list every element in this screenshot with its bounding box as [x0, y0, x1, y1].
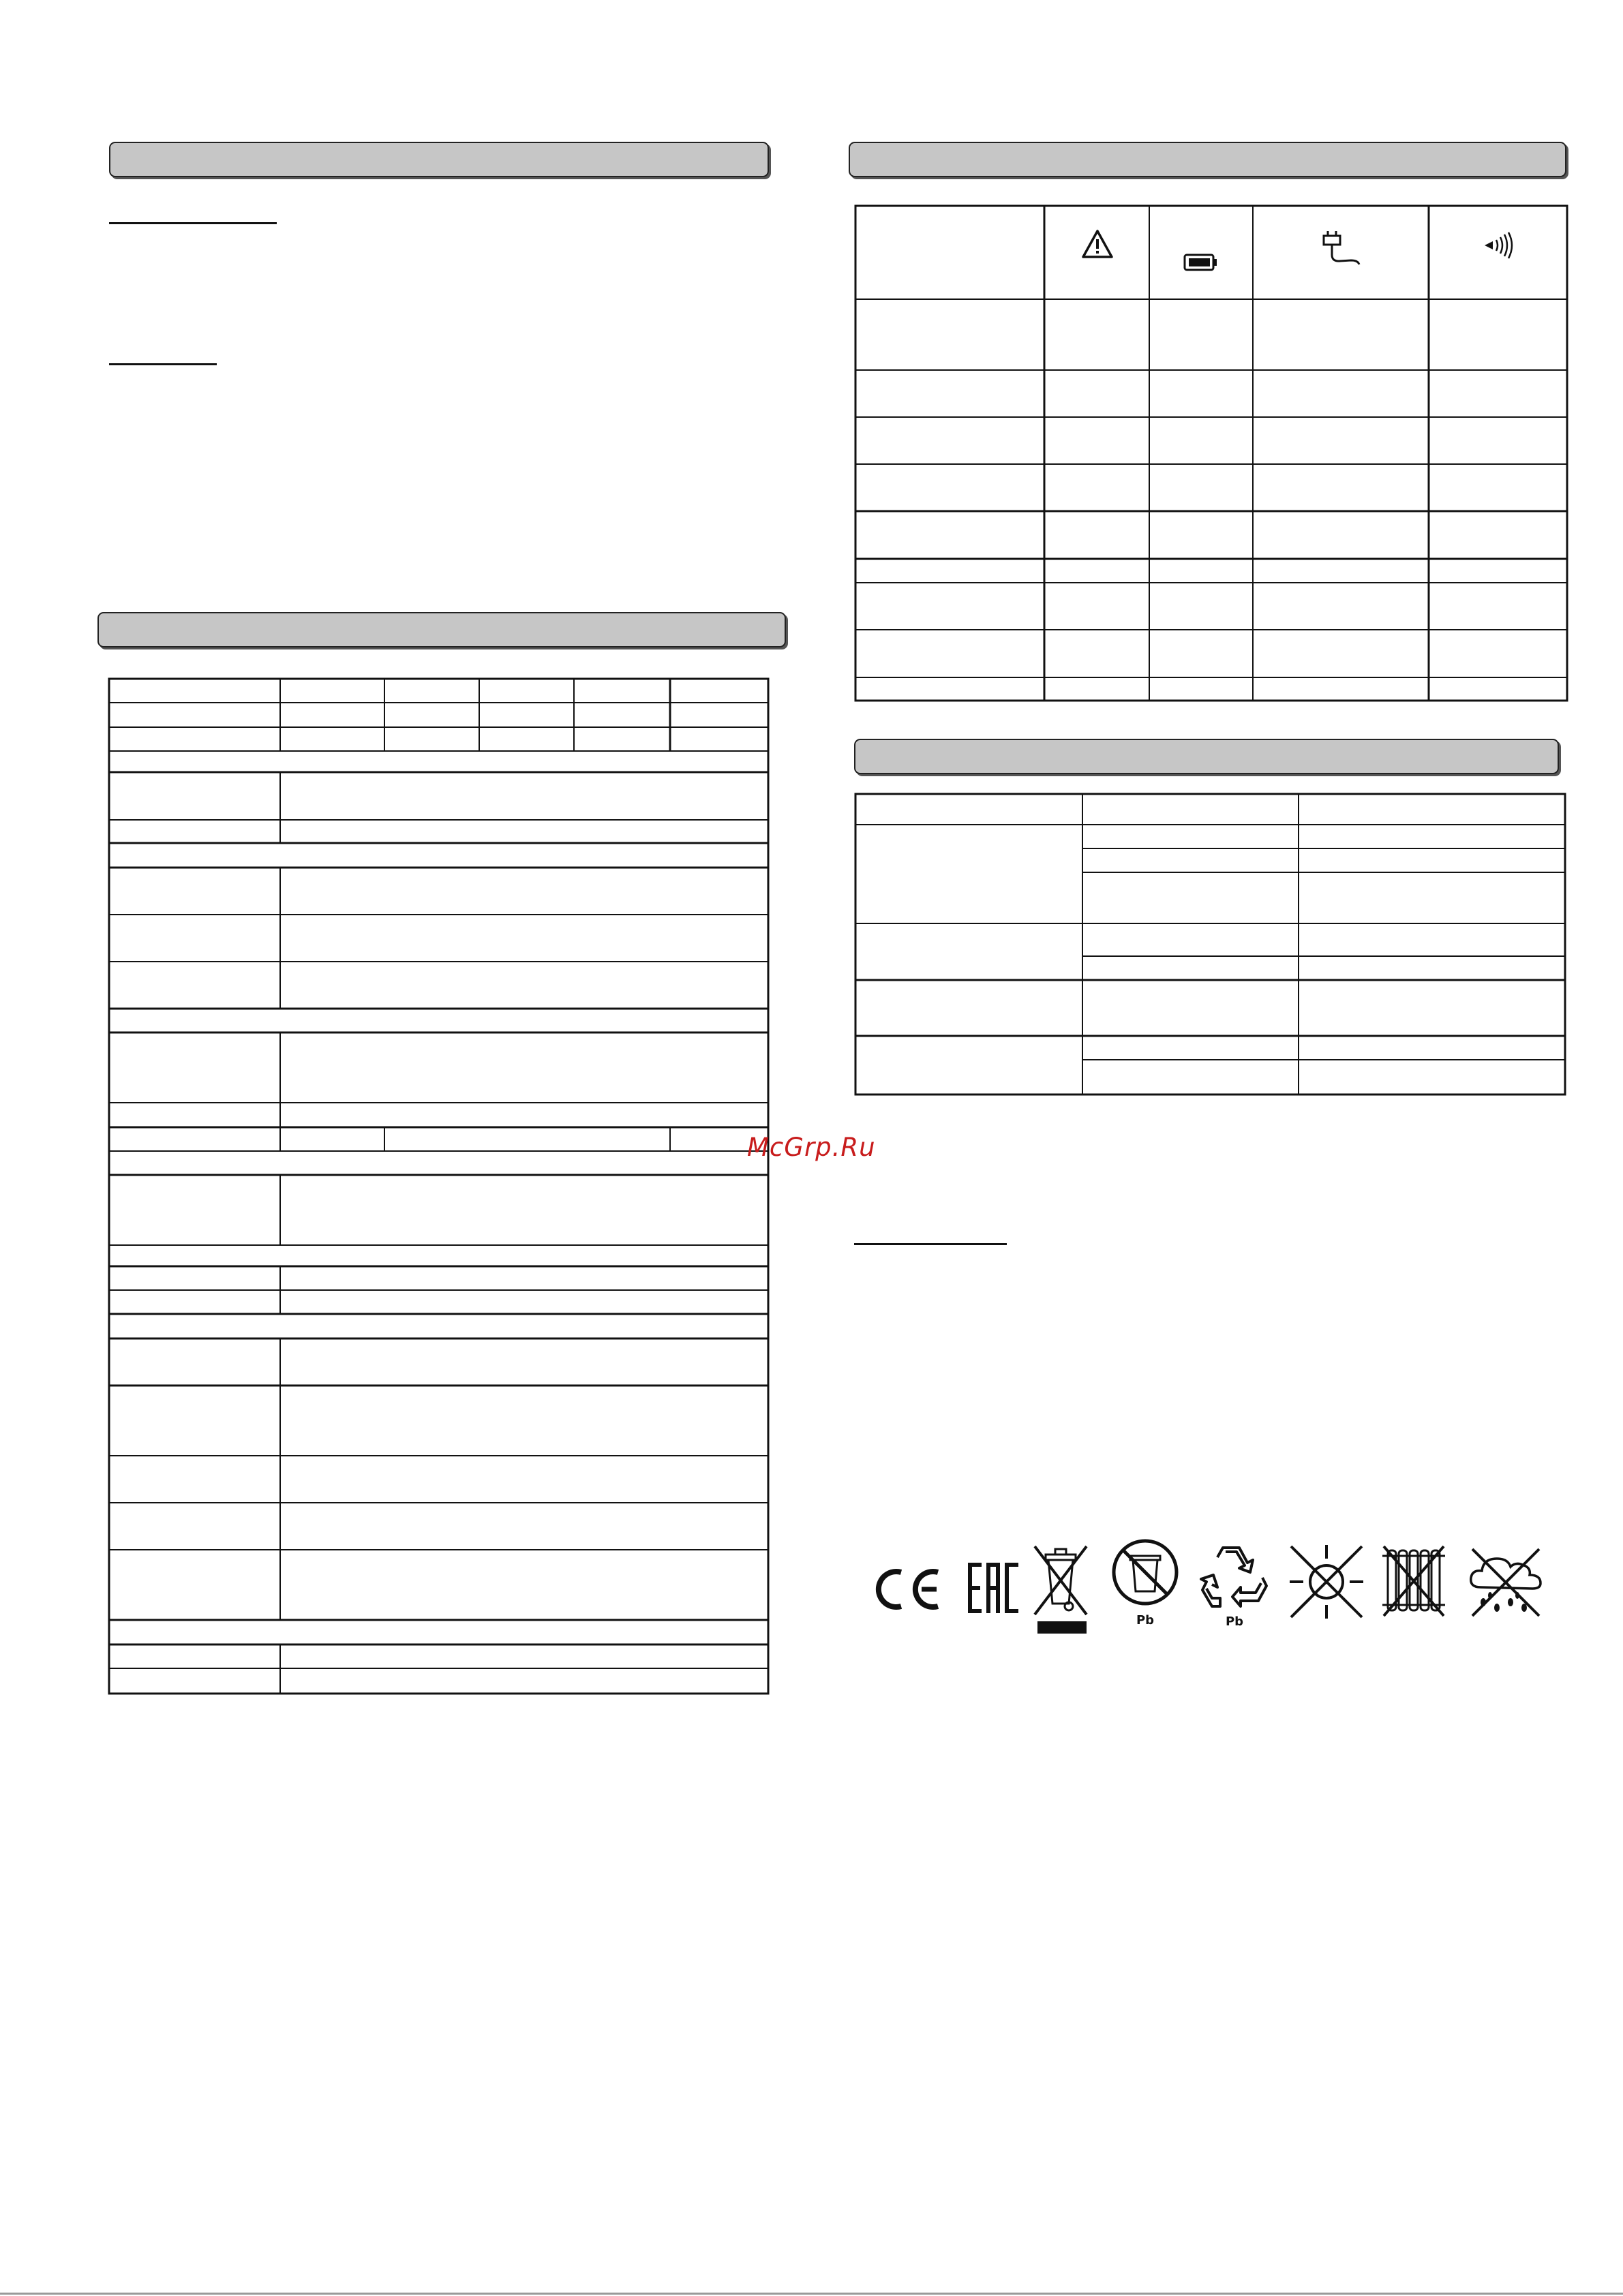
pb-label-2: Pb — [1225, 1614, 1244, 1628]
ce-mark-icon — [873, 1565, 943, 1613]
certification-marks-row — [860, 1537, 1554, 1639]
no-sun-icon — [1287, 1542, 1366, 1621]
watermark-text: McGrp.Ru — [747, 1133, 876, 1162]
no-rain-icon — [1466, 1545, 1546, 1620]
eac-mark-icon — [967, 1560, 1021, 1616]
crossed-bin-icon — [1028, 1541, 1093, 1636]
no-heater-icon — [1381, 1544, 1446, 1620]
no-litter-pb-icon — [1107, 1538, 1183, 1627]
pb-label-1: Pb — [1136, 1613, 1155, 1627]
page-bottom-rule — [0, 2293, 1623, 2295]
recycle-pb-icon — [1197, 1542, 1272, 1628]
